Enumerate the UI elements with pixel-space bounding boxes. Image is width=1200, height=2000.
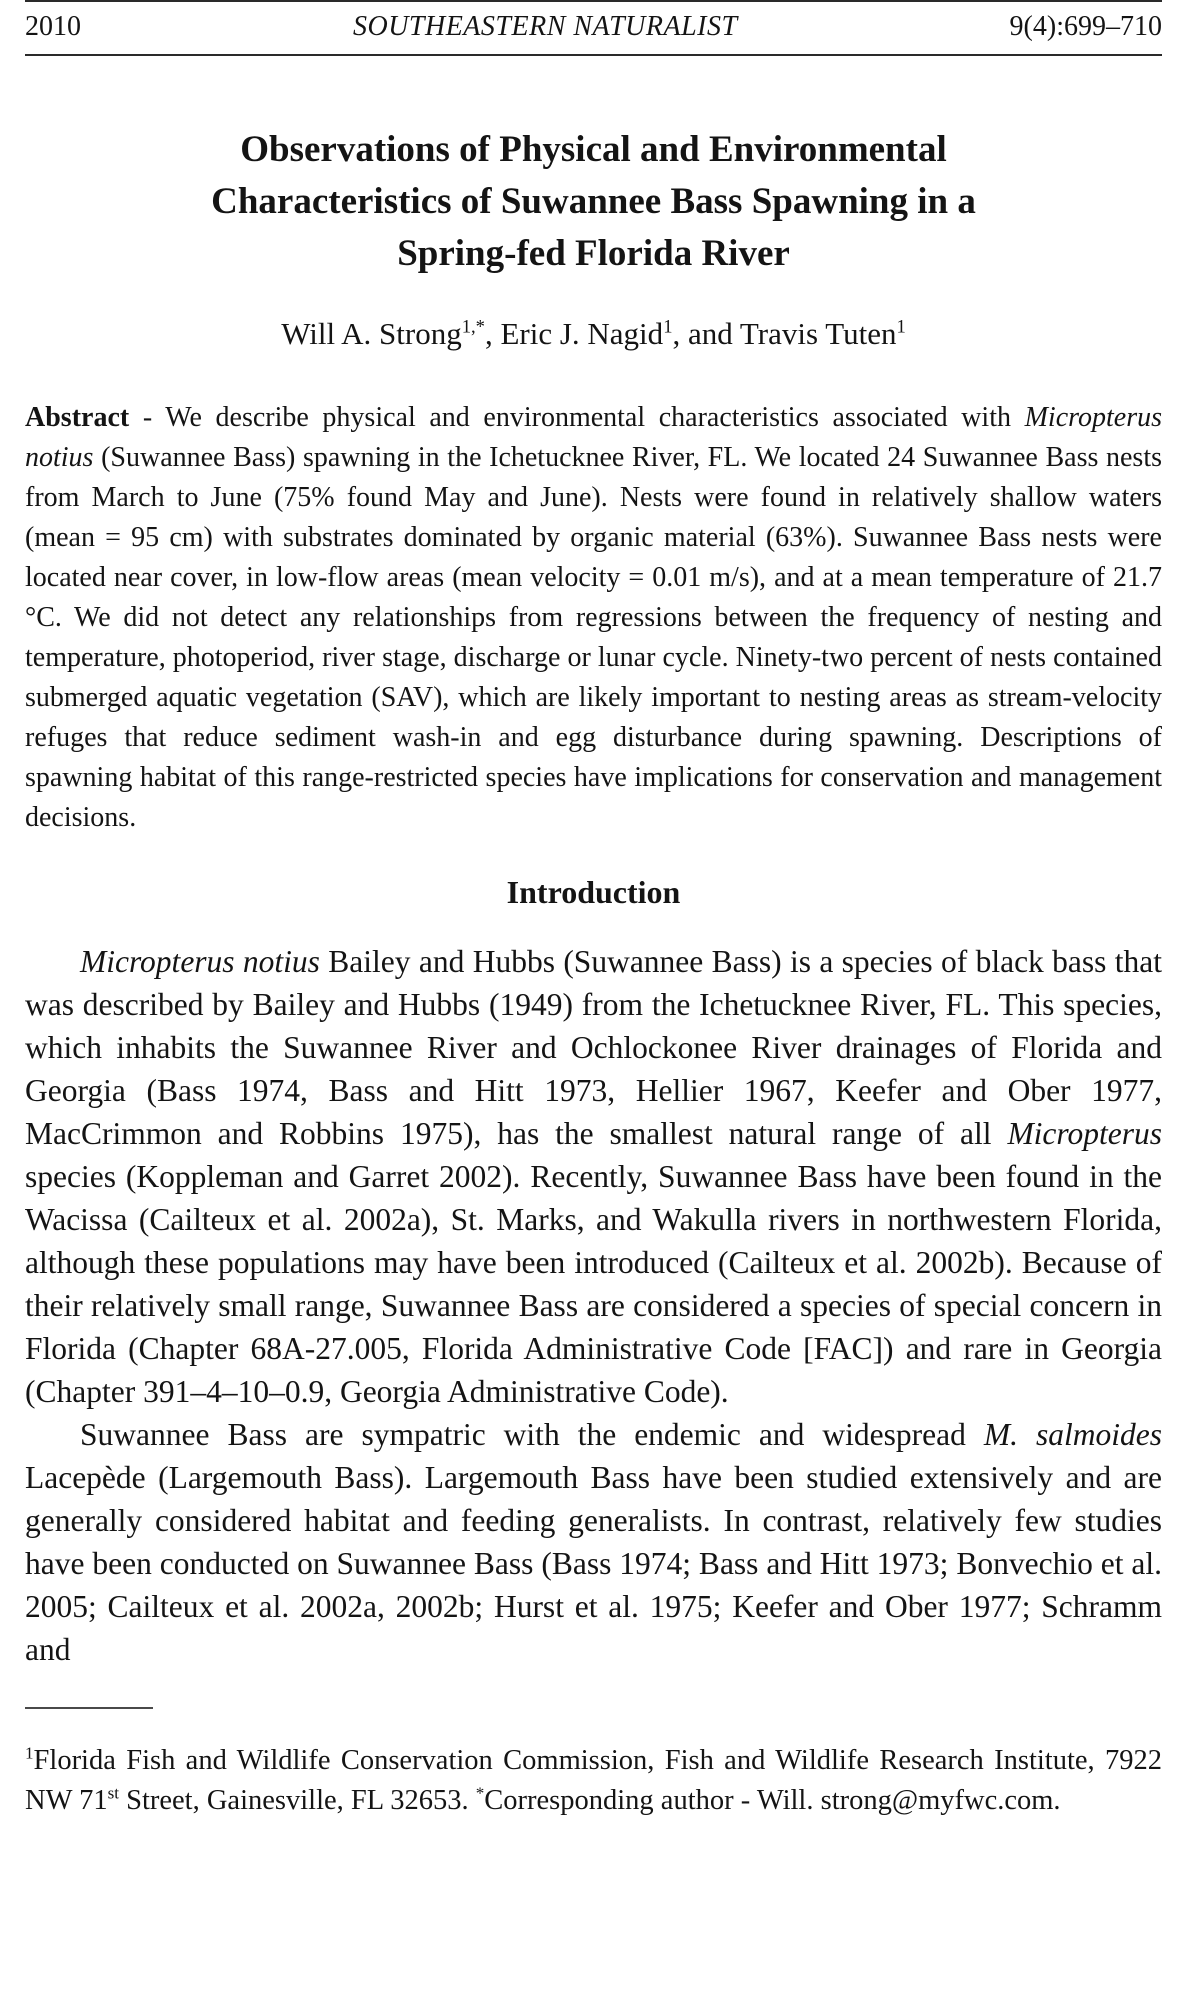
article-title [25,124,1162,280]
article-title-line-2: Characteristics of Suwannee Bass Spawning in a [211,181,976,222]
footnote-separator [25,1707,153,1709]
footnote-text: $^1$Florida Fish and Wildlife Conservation Commission, Fish and Wildlife Research Institute, 7922 NW 71st Street, Gainesville, FL 32653. *Corresponding author - Will. strong@myfwc.com. [25,1743,1162,1816]
intro-paragraph-2: Suwannee Bass are sympatric with the endemic and widespread M. salmoides Lacepède (Largemouth Bass). Largemouth Bass have been studied extensively and are generally considered habitat and feeding generalists. In contrast, relatively few studies have been conducted on Suwannee Bass (Bass 1974; Bass and Hitt 1973; Bonvechio et al. 2005; Cailteux et al. 2002a, 2002b; Hurst et al. 1975; Keefer and Ober 1977; Schramm and [25,1417,1162,1667]
issue-citation: 9(4):699–710 [1009,11,1162,42]
authors-line: Will A. Strong$^{1,*}$, Eric J. Nagid$^1$, and Travis Tuten$^1$ [281,316,906,351]
running-head [25,0,1162,56]
section-heading-introduction: Introduction [506,874,681,910]
article-title-line-1: Observations of Physical and Environmental [240,129,947,170]
intro-paragraph-1: Micropterus notius Bailey and Hubbs (Suwannee Bass) is a species of black bass that was described by Bailey and Hubbs (1949) from the Ichetucknee River, FL. This species, which inhabits the Suwannee River and Ochlockonee River drainages of Florida and Georgia (Bass 1974, Bass and Hitt 1973, Hellier 1967, Keefer and Ober 1977, MacCrimmon and Robbins 1975), has the smallest natural range of all Micropterus species (Koppleman and Garret 2002). Recently, Suwannee Bass have been found in the Wacissa (Cailteux et al. 2002a), St. Marks, and Wakulla rivers in northwestern Florida, although these populations may have been introduced (Cailteux et al. 2002b). Because of their relatively small range, Suwannee Bass are considered a species of special concern in Florida (Chapter 68A-27.005, Florida Administrative Code [FAC]) and rare in Georgia (Chapter 391–4–10–0.9, Georgia Administrative Code). [25,944,1162,1409]
abstract-paragraph: Abstract - We describe physical and environmental characteristics associated with Micropterus notius (Suwannee Bass) spawning in the Ichetucknee River, FL. We located 24 Suwannee Bass nests from March to June (75% found May and June). Nests were found in relatively shallow waters (mean = 95 cm) with substrates dominated by organic material (63%). Suwannee Bass nests were located near cover, in low-flow areas (mean velocity = 0.01 m/s), and at a mean temperature of 21.7 °C. We did not detect any relationships from regressions between the frequency of nesting and temperature, photoperiod, river stage, discharge or lunar cycle. Ninety-two percent of nests contained submerged aquatic vegetation (SAV), which are likely important to nesting areas as stream-velocity refuges that reduce sediment wash-in and egg disturbance during spawning. Descriptions of spawning habitat of this range-restricted species have implications for conservation and management decisions. [25,402,1162,833]
journal-name: SOUTHEASTERN NATURALIST [352,11,738,42]
header-year: 2010 [25,11,81,42]
article-title-line-3: Spring-fed Florida River [397,233,790,274]
